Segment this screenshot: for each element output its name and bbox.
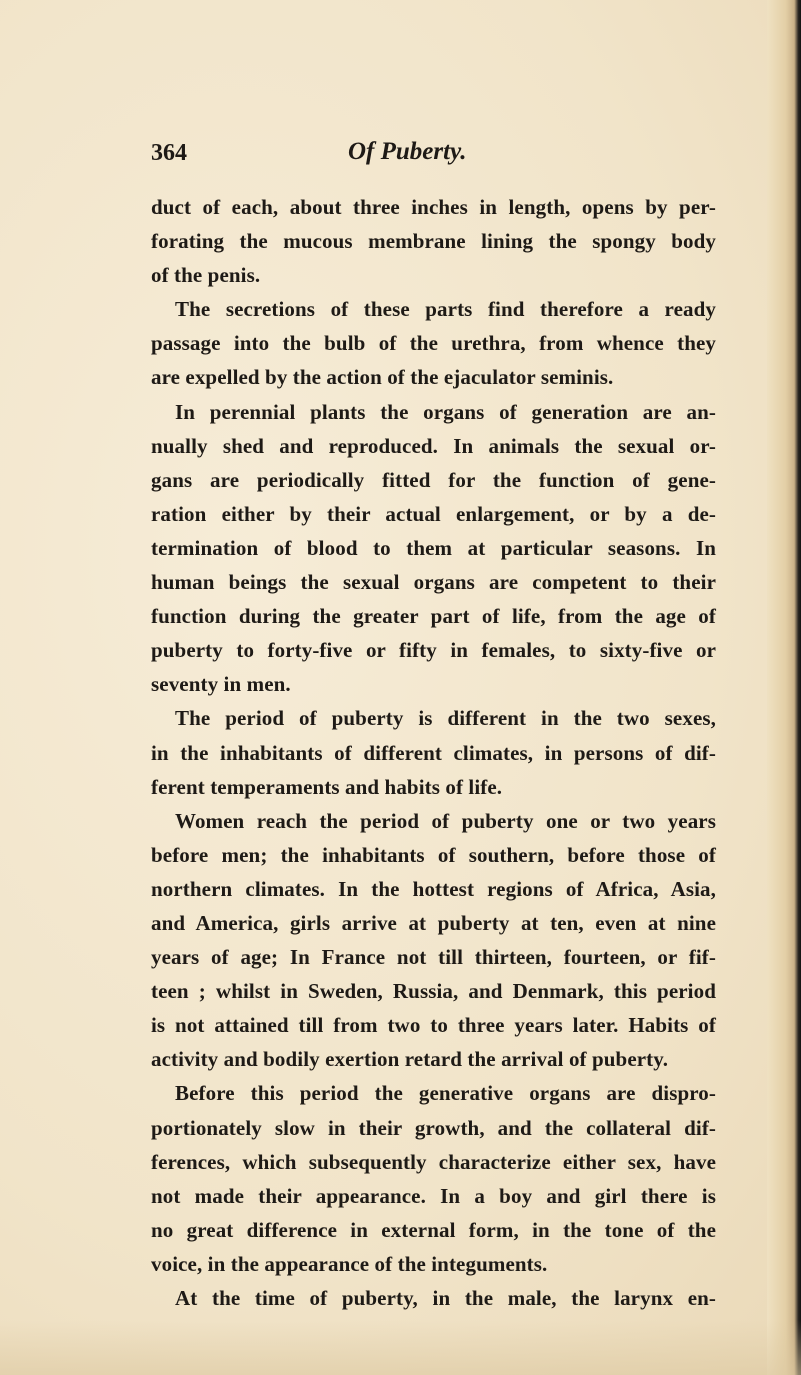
- text-line: passage into the bulb of the urethra, from whence they: [151, 331, 716, 356]
- text-line: years of age; In France not till thirteen, fourteen, or fif-: [151, 945, 716, 970]
- page-header: [151, 140, 711, 180]
- text-line: voice, in the appearance of the integuments.: [151, 1251, 548, 1276]
- text-line: nually shed and reproduced. In animals the sexual or-: [151, 433, 716, 458]
- text-line: teen ; whilst in Sweden, Russia, and Denmark, this period: [151, 979, 716, 1004]
- text-line: in the inhabitants of different climates, in persons of dif-: [151, 740, 716, 765]
- text-line: Before this period the generative organs are dispro-: [175, 1081, 716, 1106]
- text-line: function during the greater part of life, from the age of: [151, 604, 716, 629]
- text-line: At the time of puberty, in the male, the larynx en-: [175, 1286, 716, 1310]
- text-line: The period of puberty is different in the two sexes,: [175, 706, 716, 731]
- text-line: human beings the sexual organs are competent to their: [151, 570, 716, 595]
- text-line: Women reach the period of puberty one or two years: [175, 808, 716, 833]
- text-line: gans are periodically fitted for the function of gene-: [151, 467, 716, 492]
- text-line: duct of each, about three inches in length, opens by per-: [151, 195, 716, 219]
- text-line: no great difference in external form, in the tone of the: [151, 1217, 716, 1242]
- text-line: activity and bodily exertion retard the arrival of puberty.: [151, 1047, 669, 1072]
- page-number: 364: [151, 140, 187, 166]
- text-line: ferent temperaments and habits of life.: [151, 774, 503, 799]
- text-line: seventy in men.: [151, 672, 291, 697]
- text-line: of the penis.: [151, 263, 261, 288]
- text-line: ration either by their actual enlargement, or by a de-: [151, 501, 716, 526]
- text-line: In perennial plants the organs of generation are an-: [175, 399, 716, 424]
- text-line: ferences, which subsequently characterize either sex, have: [151, 1149, 716, 1174]
- text-line: northern climates. In the hottest regions of Africa, Asia,: [151, 876, 716, 901]
- text-line: puberty to forty-five or fifty in females, to sixty-five or: [151, 638, 716, 663]
- body-text: [151, 190, 716, 1315]
- text-line: forating the mucous membrane lining the spongy body: [151, 229, 716, 254]
- text-line: are expelled by the action of the ejaculator seminis.: [151, 365, 614, 390]
- text-line: termination of blood to them at particular seasons. In: [151, 535, 716, 560]
- text-line: portionately slow in their growth, and the collateral dif-: [151, 1115, 716, 1140]
- text-line: is not attained till from two to three years later. Habits of: [151, 1013, 716, 1038]
- running-head: Of Puberty.: [348, 138, 467, 165]
- text-line: not made their appearance. In a boy and girl there is: [151, 1183, 716, 1208]
- text-line: and America, girls arrive at puberty at ten, even at nine: [151, 910, 716, 935]
- text-line: The secretions of these parts find therefore a ready: [175, 297, 716, 322]
- page-edge-shadow: [767, 0, 801, 1375]
- paper-stain: [0, 1320, 801, 1375]
- text-line: before men; the inhabitants of southern, before those of: [151, 842, 716, 867]
